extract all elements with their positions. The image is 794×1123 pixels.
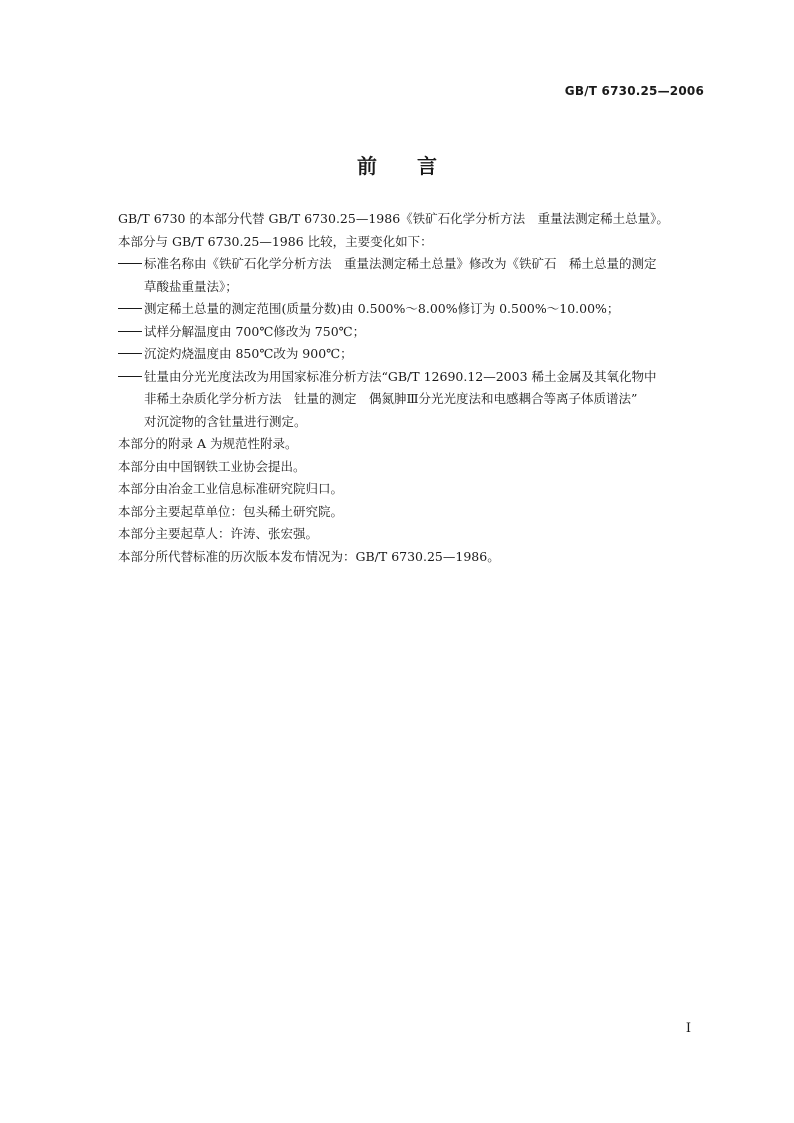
dash-marker — [118, 308, 142, 309]
change-item-continuation: 非稀土杂质化学分析方法 钍量的测定 偶氮胂Ⅲ分光光度法和电感耦合等离子体质谱法” — [144, 391, 638, 406]
change-item-text: 沉淀灼烧温度由 850℃改为 900℃； — [144, 346, 353, 361]
change-item — [118, 298, 706, 321]
dash-marker — [118, 331, 142, 332]
dash-marker — [118, 376, 142, 377]
change-item-text: 钍量由分光光度法改为用国家标准分析方法“GB/T 12690.12—2003 稀土金属及其氧化物中 — [144, 368, 657, 384]
change-item-continuation: 对沉淀物的含钍量进行测定。 — [144, 413, 307, 429]
change-item — [118, 253, 706, 276]
change-item-text: 试样分解温度由 700℃修改为 750℃； — [144, 323, 366, 339]
change-item — [118, 321, 706, 344]
paragraph-line: GB/T 6730 的本部分代替 GB/T 6730.25—1986《铁矿石化学分析方法 重量法测定稀土总量》。 — [118, 211, 669, 226]
page-number: I — [685, 1021, 691, 1036]
paragraph-line: 本部分所代替标准的历次版本发布情况为：GB/T 6730.25—1986。 — [118, 548, 500, 564]
paragraph-line: 本部分由冶金工业信息标准研究院归口。 — [118, 481, 344, 496]
change-item-text: 标准名称由《铁矿石化学分析方法 重量法测定稀土总量》修改为《铁矿石 稀土总量的测定 — [144, 256, 657, 271]
page-title — [0, 150, 794, 179]
paragraph-line: 本部分主要起草单位：包头稀土研究院。 — [118, 503, 344, 519]
change-item — [118, 343, 706, 366]
dash-marker — [118, 263, 142, 264]
paragraph-line: 本部分与 GB/T 6730.25—1986 比较，主要变化如下： — [118, 233, 433, 249]
foreword-body — [118, 208, 706, 568]
standard-number: GB/T 6730.25—2006 — [564, 84, 704, 98]
change-item-continuation: 草酸盐重量法》； — [144, 278, 238, 294]
title-char-1: 前 — [357, 154, 377, 178]
paragraph-line: 本部分的附录 A 为规范性附录。 — [118, 436, 298, 451]
dash-marker — [118, 353, 142, 354]
change-item — [118, 366, 706, 389]
title-char-2: 言 — [417, 154, 437, 178]
paragraph-line: 本部分主要起草人：许涛、张宏强。 — [118, 526, 319, 541]
paragraph-line: 本部分由中国钢铁工业协会提出。 — [118, 458, 306, 474]
change-item-text: 测定稀土总量的测定范围(质量分数)由 0.500%～8.00%修订为 0.500%～10.00%； — [144, 301, 620, 316]
